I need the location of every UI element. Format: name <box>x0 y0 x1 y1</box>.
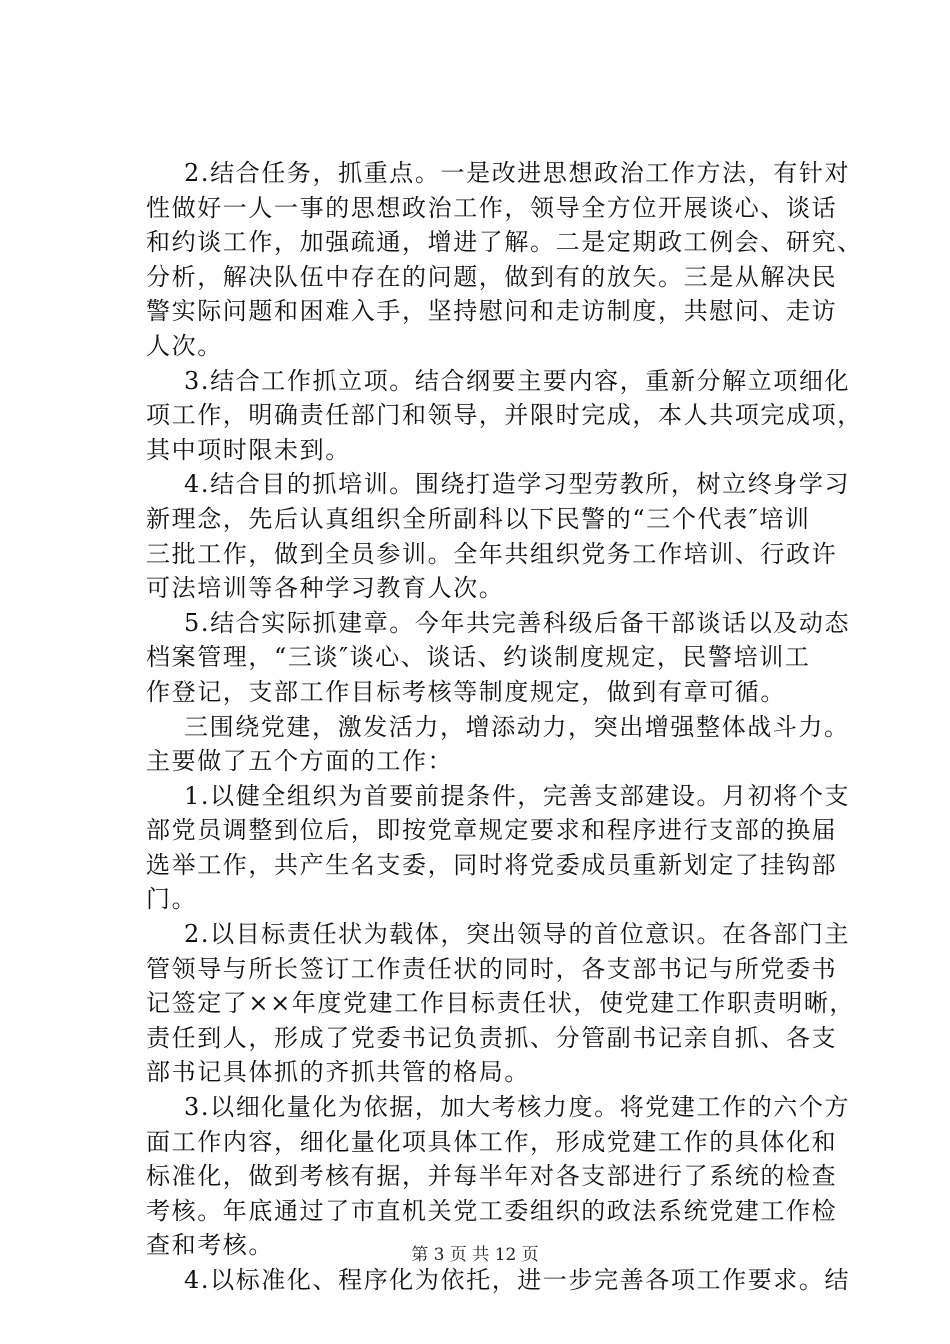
text-line: 部党员调整到位后，即按党章规定要求和程序进行支部的换届 <box>146 816 838 845</box>
text-line: 部书记具体抓的齐抓共管的格局。 <box>146 1058 530 1087</box>
text-line: 面工作内容，细化量化项具体工作，形成党建工作的具体化和 <box>146 1127 838 1156</box>
text-line: 性做好一人一事的思想政治工作，领导全方位开展谈心、谈话 <box>146 193 838 222</box>
text-line: 考核。年底通过了市直机关党工委组织的政法系统党建工作检 <box>146 1196 838 1225</box>
text-line: 2.结合任务，抓重点。一是改进思想政治工作方法，有针对 <box>184 159 851 187</box>
text-line: 项工作，明确责任部门和领导，并限时完成，本人共项完成项， <box>146 401 863 430</box>
text-line: 人次。 <box>146 331 223 360</box>
text-line: 标准化，做到考核有据，并每半年对各支部进行了系统的检查 <box>146 1162 838 1191</box>
text-line: 4.结合目的抓培训。围绕打造学习型劳教所，树立终身学习 <box>184 470 851 499</box>
text-line: 分析，解决队伍中存在的问题，做到有的放矢。三是从解决民 <box>146 262 838 291</box>
text-line: 查和考核。 <box>146 1231 274 1260</box>
text-line: 3.以细化量化为依据，加大考核力度。将党建工作的六个方 <box>184 1093 851 1122</box>
text-line: 警实际问题和困难入手，坚持慰问和走访制度，共慰问、走访 <box>146 297 838 326</box>
text-line: 门。 <box>146 885 198 914</box>
text-line: 三围绕党建，激发活力，增添动力，突出增强整体战斗力。 <box>184 712 850 741</box>
text-line: 记签定了××年度党建工作目标责任状，使党建工作职责明晰， <box>146 989 856 1018</box>
text-line: 可法培训等各种学习教育人次。 <box>146 574 505 603</box>
page-footer: 第 3 页 共 12 页 <box>411 1245 539 1265</box>
text-line: 5.结合实际抓建章。今年共完善科级后备干部谈话以及动态 <box>184 608 851 637</box>
text-line: 作登记，支部工作目标考核等制度规定，做到有章可循。 <box>146 677 786 706</box>
text-line: 三批工作，做到全员参训。全年共组织党务工作培训、行政许 <box>146 539 838 568</box>
text-line: 主要做了五个方面的工作： <box>146 747 454 776</box>
text-line: 新理念，先后认真组织全所副科以下民警的“三个代表″培训 <box>146 504 811 533</box>
text-line: 管领导与所长签订工作责任状的同时，各支部书记与所党委书 <box>146 954 838 983</box>
text-line: 1.以健全组织为首要前提条件，完善支部建设。月初将个支 <box>184 781 851 810</box>
text-line: 选举工作，共产生名支委，同时将党委成员重新划定了挂钩部 <box>146 850 838 879</box>
text-line: 和约谈工作，加强疏通，增进了解。二是定期政工例会、研究、 <box>146 228 863 257</box>
text-line: 档案管理，“三谈″谈心、谈话、约谈制度规定，民警培训工 <box>146 643 811 672</box>
text-line: 2.以目标责任状为载体，突出领导的首位意识。在各部门主 <box>184 920 851 949</box>
text-line: 4.以标准化、程序化为依托，进一步完善各项工作要求。结 <box>184 1266 851 1294</box>
text-line: 3.结合工作抓立项。结合纲要主要内容，重新分解立项细化 <box>184 366 851 395</box>
text-line: 其中项时限未到。 <box>146 435 351 464</box>
text-line: 责任到人，形成了党委书记负责抓、分管副书记亲自抓、各支 <box>146 1023 838 1052</box>
body-text <box>146 156 863 1298</box>
